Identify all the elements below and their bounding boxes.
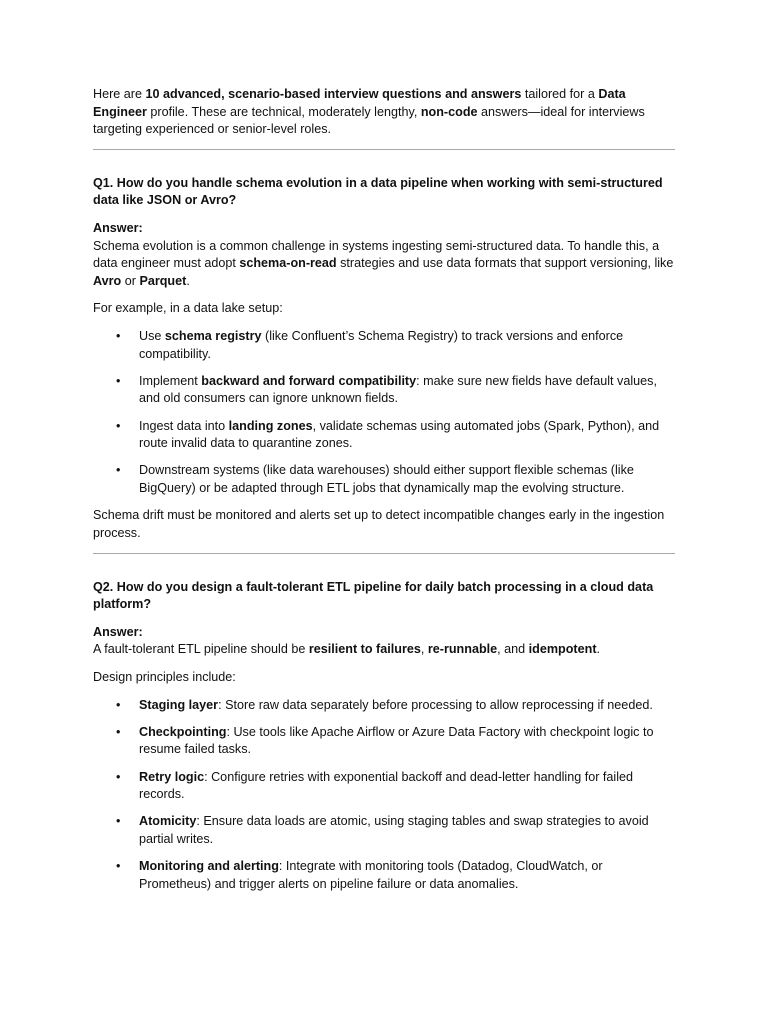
question-2-principles-intro: Design principles include:	[93, 670, 236, 685]
list-item: • Staging layer: Store raw data separately before processing to allow reprocessing if needed.	[93, 697, 675, 715]
bullet-icon: •	[116, 769, 121, 784]
question-1-closing-paragraph: Schema drift must be monitored and alerts set up to detect incompatible changes early in the ingestion process.	[93, 508, 665, 541]
question-2-answer-paragraph: A fault-tolerant ETL pipeline should be resilient to failures, re-runnable, and idempotent.	[93, 642, 601, 657]
list-item: • Monitoring and alerting: Integrate with monitoring tools (Datadog, CloudWatch, or Prometheus) and trigger alerts on pipeline failure or data anomalies.	[116, 859, 603, 891]
list-item: • Retry logic: Configure retries with exponential backoff and dead-letter handling for failed records.	[116, 769, 634, 802]
section-divider	[93, 553, 675, 554]
question-1-example-intro: For example, in a data lake setup:	[93, 301, 283, 316]
bullet-icon: •	[116, 697, 121, 712]
bullet-icon: •	[116, 463, 121, 478]
question-1-section	[93, 175, 675, 543]
question-2-title: Q2. How do you design a fault-tolerant ETL pipeline for daily batch processing in a cloud data platform?	[93, 579, 654, 612]
bullet-icon: •	[116, 814, 121, 829]
list-item: • Use schema registry (like Confluent’s Schema Registry) to track versions and enforce compatibility.	[116, 328, 624, 361]
bullet-icon: •	[116, 418, 121, 433]
question-1-answer-label: Answer:	[93, 220, 143, 235]
list-item: • Implement backward and forward compatibility: make sure new fields have default values, and old consumers can ignore unknown fields.	[116, 373, 657, 406]
section-divider	[93, 149, 675, 150]
list-item: • Atomicity: Ensure data loads are atomic, using staging tables and swap strategies to avoid partial writes.	[116, 814, 649, 846]
list-item: • Checkpointing: Use tools like Apache Airflow or Azure Data Factory with checkpoint logic to resume failed tasks.	[116, 724, 654, 757]
bullet-icon: •	[116, 373, 121, 388]
list-item: • Downstream systems (like data warehouses) should either support flexible schemas (like BigQuery) or be adapted through ETL jobs that dynamically map the evolving structure.	[116, 463, 634, 495]
bullet-icon: •	[116, 724, 121, 739]
intro-paragraph: Here are 10 advanced, scenario-based interview questions and answers tailored for a Data Engineer profile. These are technical, moderately lengthy, non-code answers—ideal for interviews targeting experienced or senior-level roles.	[93, 87, 645, 137]
list-item: • Ingest data into landing zones, validate schemas using automated jobs (Spark, Python), and route invalid data to quarantine zones.	[116, 418, 660, 451]
question-2-section	[93, 579, 675, 894]
question-1-bullet-list	[93, 328, 675, 498]
bullet-icon: •	[116, 859, 121, 874]
question-1-answer-paragraph: Schema evolution is a common challenge in systems ingesting semi-structured data. To handle this, a data engineer must adopt schema-on-read strategies and use data formats that support versioning, like Avro or Parquet.	[93, 238, 674, 288]
question-1-title: Q1. How do you handle schema evolution in a data pipeline when working with semi-structured data like JSON or Avro?	[93, 175, 663, 208]
bullet-icon: •	[116, 328, 121, 343]
question-2-bullet-list	[93, 697, 675, 894]
question-2-answer-label: Answer:	[93, 624, 143, 639]
document-page	[93, 86, 675, 893]
